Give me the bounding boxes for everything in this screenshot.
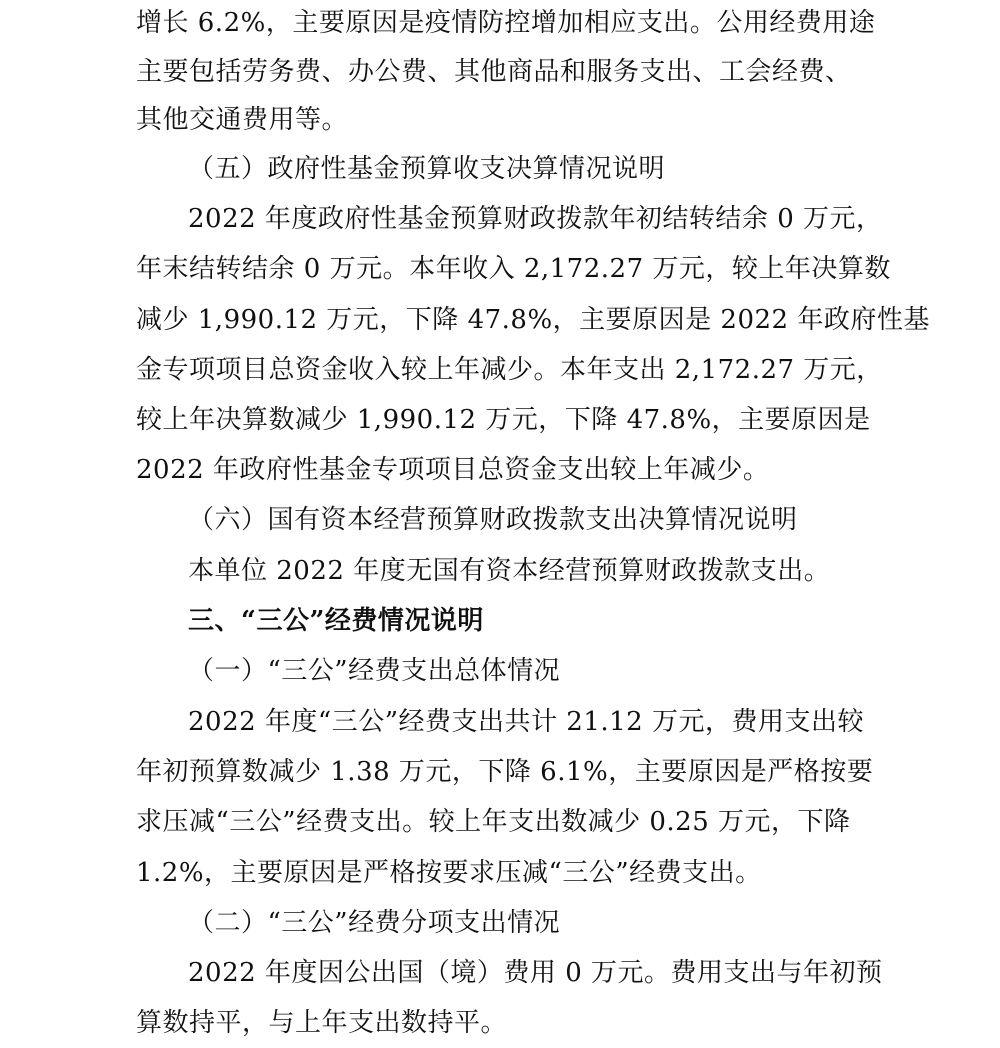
section-heading: （六）国有资本经营预算财政拨款支出决算情况说明 bbox=[188, 505, 798, 535]
chapter-heading: 三、“三公”经费情况说明 bbox=[188, 606, 484, 636]
section-heading: （二）“三公”经费分项支出情况 bbox=[188, 908, 561, 938]
paragraph-line: 2022 年度“三公”经费支出共计 21.12 万元，费用支出较 bbox=[188, 707, 864, 737]
paragraph-line: 金专项项目总资金收入较上年减少。本年支出 2,172.27 万元， bbox=[136, 355, 883, 385]
paragraph-line: 本单位 2022 年度无国有资本经营预算财政拨款支出。 bbox=[188, 556, 831, 586]
paragraph-line: 算数持平，与上年支出数持平。 bbox=[136, 1008, 508, 1038]
paragraph-line: 年末结转结余 0 万元。本年收入 2,172.27 万元，较上年决算数 bbox=[136, 254, 891, 284]
paragraph-line: 其他交通费用等。 bbox=[136, 105, 349, 135]
paragraph-line: 求压减“三公”经费支出。较上年支出数减少 0.25 万元，下降 bbox=[136, 807, 851, 837]
paragraph-line: 2022 年度因公出国（境）费用 0 万元。费用支出与年初预 bbox=[188, 958, 883, 988]
paragraph-line: 增长 6.2%，主要原因是疫情防控增加相应支出。公用经费用途 bbox=[136, 8, 876, 38]
paragraph-line: 2022 年政府性基金专项项目总资金支出较上年减少。 bbox=[136, 455, 770, 485]
paragraph-line: 2022 年度政府性基金预算财政拨款年初结转结余 0 万元， bbox=[188, 204, 883, 234]
paragraph-line: 主要包括劳务费、办公费、其他商品和服务支出、工会经费、 bbox=[136, 57, 852, 87]
section-heading: （五）政府性基金预算收支决算情况说明 bbox=[188, 154, 666, 184]
paragraph-line: 年初预算数减少 1.38 万元，下降 6.1%，主要原因是严格按要 bbox=[136, 757, 874, 787]
paragraph-line: 1.2%，主要原因是严格按要求压减“三公”经费支出。 bbox=[136, 858, 762, 888]
paragraph-line: 减少 1,990.12 万元，下降 47.8%，主要原因是 2022 年政府性基 bbox=[136, 305, 930, 335]
section-heading: （一）“三公”经费支出总体情况 bbox=[188, 656, 561, 686]
paragraph-line: 较上年决算数减少 1,990.12 万元，下降 47.8%，主要原因是 bbox=[136, 405, 871, 435]
